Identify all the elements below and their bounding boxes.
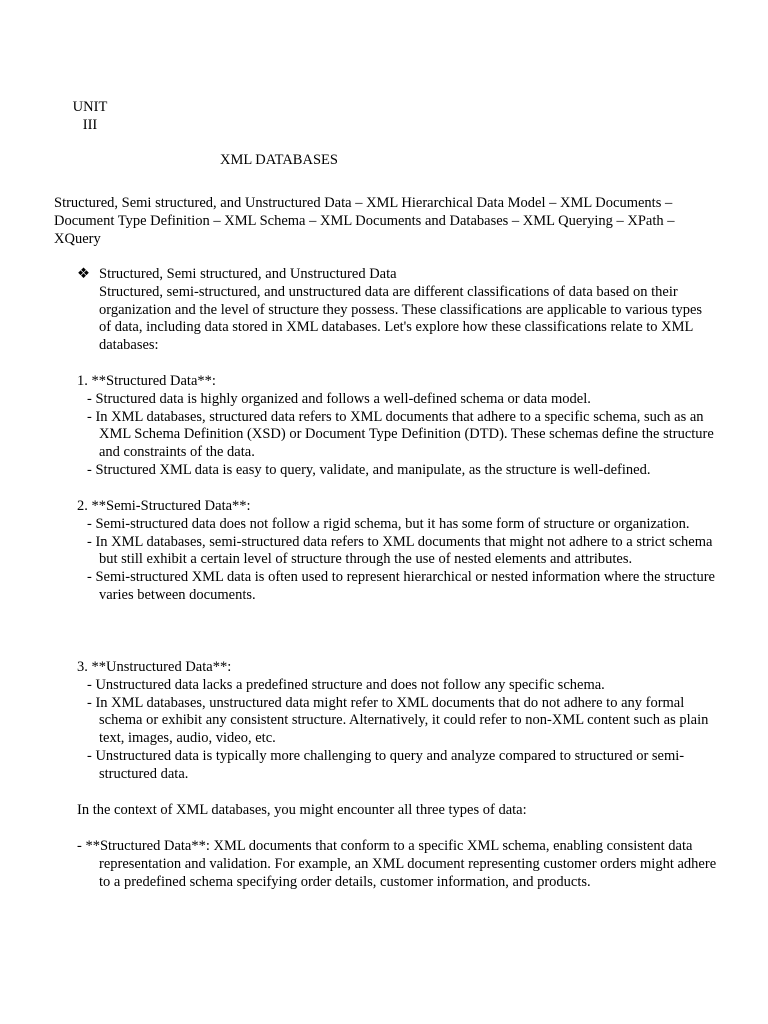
list-item: - Structured XML data is easy to query, validate, and manipulate, as the structure is well-defined. <box>87 461 651 478</box>
intro-paragraph: Structured, semi-structured, and unstructured data are different classifications of data based on their organization and the level of structure they possess. These classifications are applicable to various types of data, including data stored in XML databases. Let's explore how these classifications relate to XML databases: <box>99 283 703 354</box>
section-heading: 1. **Structured Data**: <box>77 373 216 389</box>
unit-label-line1: UNIT <box>72 99 108 115</box>
section-unstructured <box>77 659 717 784</box>
list-item: - Semi-structured XML data is often used to represent hierarchical or nested information where the structure varies between documents. <box>87 569 715 603</box>
unit-label-line2: III <box>82 116 98 133</box>
section-heading: 3. **Unstructured Data**: <box>77 659 232 675</box>
list-item: - In XML databases, structured data refers to XML documents that adhere to a specific schema, such as an XML Schema Definition (XSD) or Document Type Definition (DTD). These schemas define the structure and constraints of the data. <box>87 408 714 461</box>
final-list-item: - **Structured Data**: XML documents that conform to a specific XML schema, enabling consistent data representation and validation. For example, an XML document representing customer orders might adhere to a predefined schema specifying order details, customer information, and products. <box>77 838 717 890</box>
page-title: XML DATABASES <box>220 152 338 168</box>
diamond-bullet-icon: ❖ <box>77 266 90 282</box>
bullet-heading: Structured, Semi structured, and Unstructured Data <box>99 266 397 282</box>
section-structured <box>77 373 717 480</box>
list-item: - Semi-structured data does not follow a rigid schema, but it has some form of structure or organization. <box>87 515 690 532</box>
list-item: - Unstructured data is typically more challenging to query and analyze compared to structured or semi-structured data. <box>87 747 685 782</box>
context-line: In the context of XML databases, you might encounter all three types of data: <box>77 802 527 818</box>
list-item: - In XML databases, semi-structured data refers to XML documents that might not adhere to a strict schema but still exhibit a certain level of structure through the use of nested elements and attributes. <box>87 533 713 568</box>
list-item: - Unstructured data lacks a predefined structure and does not follow any specific schema. <box>87 676 605 693</box>
topics-list: Structured, Semi structured, and Unstructured Data – XML Hierarchical Data Model – XML Documents – Document Type Definition – XML Schema – XML Documents and Databases – XML Querying – XPath – XQuery <box>54 195 675 247</box>
section-semi-structured <box>77 498 717 605</box>
list-item: - Structured data is highly organized and follows a well-defined schema or data model. <box>87 390 591 407</box>
list-item: - In XML databases, unstructured data might refer to XML documents that do not adhere to any formal schema or exhibit any consistent structure. Alternatively, it could refer to non-XML content such as plain text, images, audio, video, etc. <box>87 694 709 747</box>
unit-label <box>70 99 110 135</box>
bullet-section <box>77 266 717 355</box>
section-heading: 2. **Semi-Structured Data**: <box>77 498 251 514</box>
